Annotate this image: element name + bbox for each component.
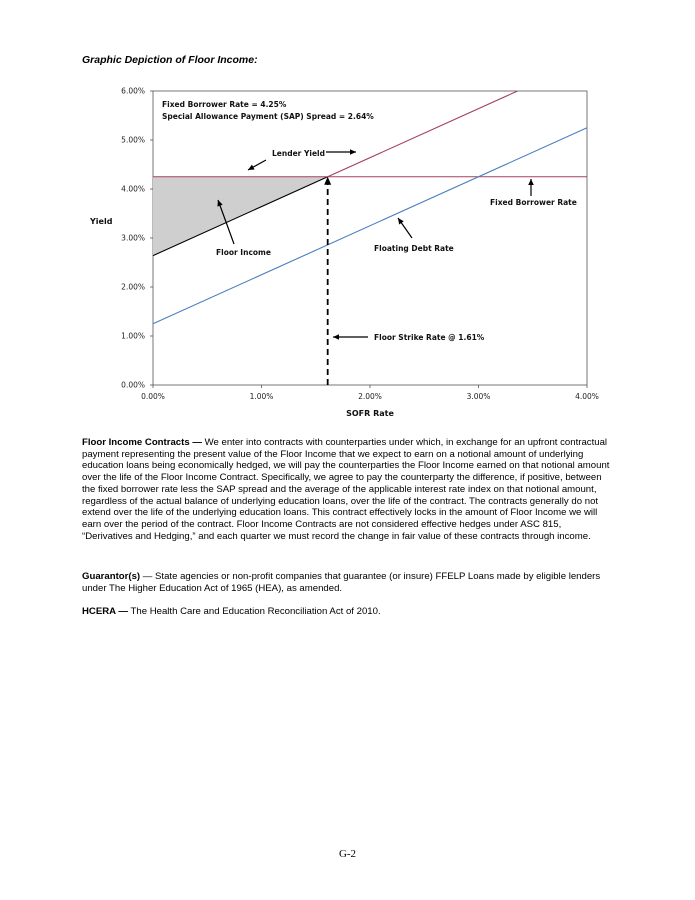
x-tick-label: 4.00% — [575, 392, 599, 401]
y-tick-label: 5.00% — [121, 135, 145, 145]
annotation-fixed-borrower-rate-value: Fixed Borrower Rate = 4.25% — [162, 100, 287, 109]
annotation-floating-debt-rate: Floating Debt Rate — [374, 244, 454, 253]
floating-debt-rate-arrow-head — [398, 218, 404, 225]
floor-strike-rate-arrow-head — [333, 334, 339, 340]
term-guarantors: Guarantor(s) — [82, 571, 141, 582]
annotation-floor-strike-rate: Floor Strike Rate @ 1.61% — [374, 333, 485, 342]
lender-yield-arrow-right-head — [350, 149, 356, 155]
definition-guarantors — [82, 571, 612, 594]
annotation-floor-income: Floor Income — [216, 248, 271, 257]
annotation-fixed-borrower-rate: Fixed Borrower Rate — [490, 198, 577, 207]
term-hcera: HCERA — — [82, 606, 129, 617]
definition-text-floor-income-contracts: We enter into contracts with counterparties under which, in exchange for an upfront contractual payment representing the present value of the Floor Income that we expect to earn on a notional amount of underlying education loans being economically hedged, we will pay the counterparties the Floor Income earned on that notional amount over the life of the Floor Income Contract. Specifically, we agree to pay the counterparty the difference, if positive, between the fixed borrower rate less the SAP spread and the average of the applicable interest rate index on that notional amount, regardless of the actual balance of underlying education loans, over the life of the contract. The contracts generally do not extend over the life of the underlying education loans. This contract effectively locks in the amount of Floor Income we will earn over the period of the contract. Floor Income Contracts are not considered effective hedges under ASC 815, “Derivatives and Hedging,” and each quarter we must record the change in fair value of these contracts through income. — [82, 437, 610, 542]
x-tick-label: 3.00% — [466, 392, 491, 401]
x-tick-label: 2.00% — [358, 392, 382, 401]
series-line-1 — [328, 91, 518, 177]
annotation-sap-spread-value: Special Allowance Payment (SAP) Spread = 2.64% — [162, 112, 374, 121]
definition-text-hcera: The Health Care and Education Reconciliation Act of 2010. — [128, 606, 381, 617]
page-number: G-2 — [338, 848, 357, 860]
y-tick-label: 2.00% — [121, 282, 145, 292]
chart-heading: Graphic Depiction of Floor Income: — [82, 54, 258, 66]
y-tick-label: 3.00% — [121, 233, 145, 243]
y-tick-label: 4.00% — [121, 184, 145, 194]
x-tick-label: 0.00% — [141, 392, 165, 401]
x-tick-label: 1.00% — [249, 392, 274, 401]
plot-area — [153, 91, 587, 385]
definition-text-guarantors: — State agencies or non-profit companies that guarantee (or insure) FFELP Loans made by eligible lenders under The Higher Education Act of 1965 (HEA), as amended. — [82, 571, 601, 594]
floor-income-chart — [0, 0, 695, 430]
term-floor-income-contracts: Floor Income Contracts — — [82, 437, 202, 448]
annotation-lender-yield: Lender Yield — [272, 149, 325, 158]
y-tick-label: 6.00% — [121, 86, 145, 96]
definition-floor-income-contracts — [82, 437, 612, 542]
y-tick-label: 0.00% — [121, 380, 145, 390]
fixed-borrower-rate-arrow-head — [528, 179, 534, 185]
y-tick-label: 1.00% — [121, 331, 145, 341]
definition-hcera — [82, 606, 612, 618]
y-axis-label: Yield — [90, 217, 113, 226]
x-axis-label: SOFR Rate — [346, 409, 394, 418]
